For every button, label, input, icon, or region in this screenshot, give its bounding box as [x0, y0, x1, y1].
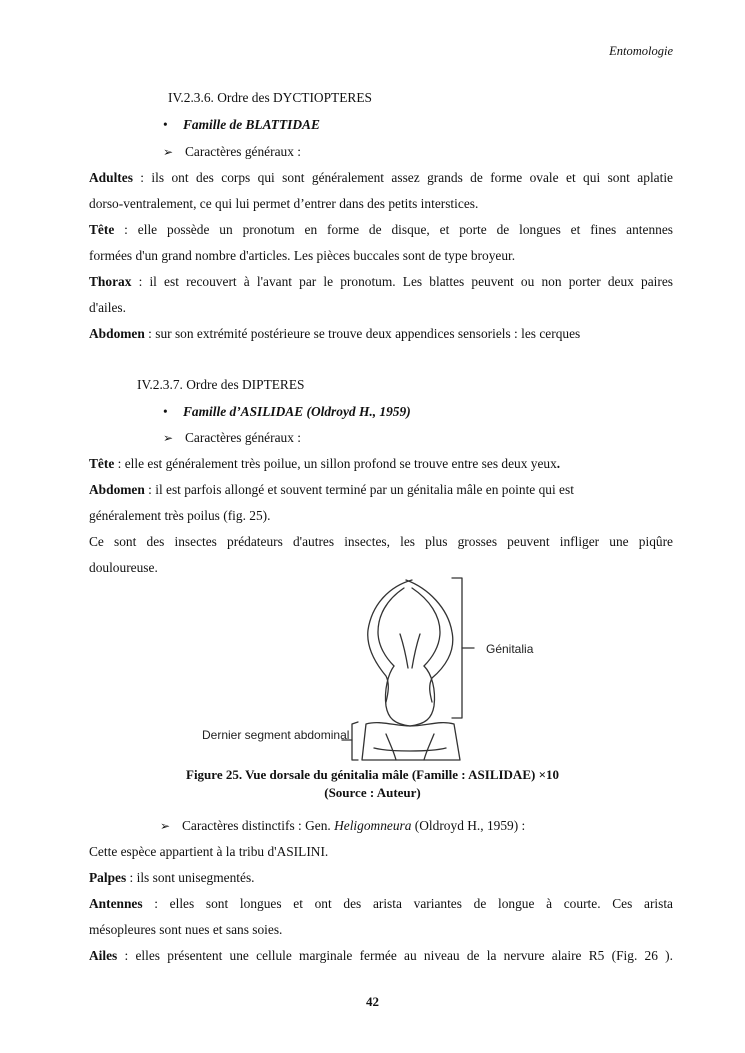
paragraph-antennes: Antennes : elles sont longues et ont des arista variantes de longue à courte. Ces arista — [89, 896, 673, 911]
term-label: Abdomen — [89, 326, 145, 341]
section-heading-dipteres: IV.2.3.7. Ordre des DIPTERES — [137, 377, 305, 392]
page-number: 42 — [366, 994, 379, 1009]
paragraph-abdomen: Abdomen : sur son extrémité postérieure se trouve deux appendices sensoriels : les cerques — [89, 326, 581, 341]
term-label: Tête — [89, 222, 115, 237]
family-name: Famille d’ASILIDAE (Oldroyd H., 1959) — [183, 404, 411, 419]
distinct-characters-item: ➢ Caractères distinctifs : Gen. Heligomneura (Oldroyd H., 1959) : — [160, 818, 526, 833]
paragraph-adultes-cont: dorso-ventralement, ce qui lui permet d’entrer dans des petits interstices. — [89, 196, 479, 211]
arrow-bullet-icon: ➢ — [163, 431, 174, 445]
right-clasper-outline — [406, 580, 453, 702]
paragraph-thorax-cont: d'ailes. — [89, 300, 126, 315]
family-bullet-asilidae — [163, 404, 411, 420]
label-genitalia: Génitalia — [486, 642, 534, 656]
figure-caption: Figure 25. Vue dorsale du génitalia mâle (Famille : ASILIDAE) ×10 — [186, 767, 559, 782]
paragraph-antennes-cont: mésopleures sont nues et sans soies. — [89, 922, 283, 937]
paragraph-ailes: Ailes : elles présentent une cellule marginale fermée au niveau de la nervure alaire R5 (Fig. 26 ). — [89, 948, 673, 963]
paragraph-palpes: Palpes : ils sont unisegmentés. — [89, 870, 255, 885]
genus-name: Heligomneura — [334, 818, 412, 833]
segment-bracket — [352, 722, 358, 760]
paragraph-thorax: Thorax : il est recouvert à l'avant par le pronotum. Les blattes peuvent ou non porter deux paires — [89, 274, 673, 289]
left-clasper-outline — [368, 580, 412, 702]
paragraph-predators: Ce sont des insectes prédateurs d'autres insectes, les plus grosses peuvent infliger une piqûre — [89, 534, 673, 549]
bullet-icon: • — [163, 404, 168, 419]
arrow-bullet-icon: ➢ — [160, 819, 171, 833]
family-name: Famille de BLATTIDAE — [183, 117, 320, 132]
term-label: Thorax — [89, 274, 132, 289]
general-characters-item: ➢ Caractères généraux : — [163, 430, 301, 445]
figure-source: (Source : Auteur) — [324, 785, 421, 800]
paragraph-adultes: Adultes : ils ont des corps qui sont généralement assez grands de forme ovale et qui sont aplatie — [89, 170, 673, 185]
arrow-bullet-icon: ➢ — [163, 145, 174, 159]
term-label: Palpes — [89, 870, 127, 885]
term-label: Adultes — [89, 170, 133, 185]
running-header: Entomologie — [609, 44, 673, 58]
term-label: Antennes — [89, 896, 143, 911]
term-label: Abdomen — [89, 482, 145, 497]
central-body-outline — [385, 666, 434, 726]
paragraph-predators-cont: douloureuse. — [89, 560, 158, 575]
paragraph-abdomen-asilidae: Abdomen : il est parfois allongé et souvent terminé par un génitalia mâle en pointe qui est — [89, 482, 574, 497]
paragraph-tete: Tête : elle possède un pronotum en forme de disque, et porte de longues et fines antennes — [89, 222, 673, 237]
paragraph-tete-asilidae: Tête : elle est généralement très poilue, un sillon profond se trouve entre ses deux yeux. — [89, 456, 561, 471]
section-heading-dyctiopteres: IV.2.3.6. Ordre des DYCTIOPTERES — [168, 90, 372, 105]
label-last-segment: Dernier segment abdominal — [202, 728, 350, 742]
term-label: Tête — [89, 456, 115, 471]
term-label: Ailes — [89, 948, 118, 963]
paragraph-tribu: Cette espèce appartient à la tribu d'ASILINI. — [89, 844, 329, 859]
paragraph-tete-cont: formées d'un grand nombre d'articles. Les pièces buccales sont de type broyeur. — [89, 248, 516, 263]
last-segment-outline — [362, 723, 460, 760]
paragraph-abdomen-asilidae-cont: généralement très poilus (fig. 25). — [89, 508, 271, 523]
family-bullet-blattidae — [163, 117, 320, 133]
general-characters-item: ➢ Caractères généraux : — [163, 144, 301, 159]
genitalia-bracket — [452, 578, 462, 718]
bullet-icon: • — [163, 117, 168, 132]
